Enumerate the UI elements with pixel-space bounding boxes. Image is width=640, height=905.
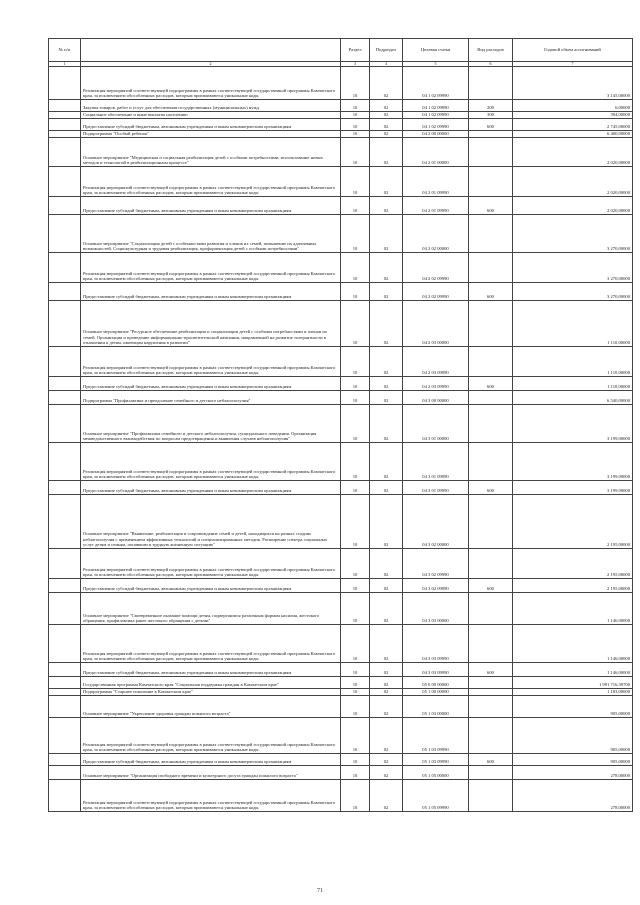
row-vid-cell: 200 [469,100,513,112]
row-number-cell [49,167,81,197]
row-tsel-cell: 04 3 01 09990 [403,481,469,495]
row-tsel-cell: 05 1 05 00000 [403,766,469,780]
row-tsel-cell: 04 3 00 00000 [403,391,469,405]
row-number-cell [49,405,81,443]
row-tsel-cell: 05 1 05 09990 [403,780,469,812]
row-razdel-cell: 10 [341,301,370,347]
row-sum-cell: 6 540,00000 [513,391,633,405]
row-razdel-cell: 10 [341,663,370,677]
table-row [49,377,633,391]
row-number-cell [49,253,81,283]
row-tsel-cell: 04 3 02 09990 [403,549,469,579]
row-vid-cell [469,167,513,197]
row-sum-cell: 2 020,00000 [513,138,633,167]
row-razdel-cell: 10 [341,549,370,579]
table-row [49,677,633,689]
row-sum-cell: 2 020,00000 [513,197,633,215]
row-vid-cell [469,131,513,138]
row-number-cell [49,593,81,625]
row-name-cell: Закупка товаров, работ и услуг для обеспечения государственных (муниципальных) нужд [81,100,341,112]
row-podrazdel-cell: 02 [370,405,403,443]
row-name-cell: Основное мероприятие "Социализация детей с особенностями развития и членов их семей, повышение их адаптивных возможностей. Социокультурная и трудовая реабилитация, профориентация детей с особыми потребностями" [81,215,341,253]
table-row [49,696,633,718]
row-tsel-cell: 05 1 03 09990 [403,718,469,754]
row-tsel-cell: 04 3 01 09990 [403,443,469,481]
col-header-num: № п/п [49,39,81,62]
row-razdel-cell: 10 [341,215,370,253]
table-row [49,301,633,347]
row-sum-cell: 3 145,00000 [513,67,633,100]
col-header-name [81,39,341,62]
row-podrazdel-cell: 02 [370,119,403,131]
row-number-cell [49,67,81,100]
row-podrazdel-cell: 02 [370,443,403,481]
row-vid-cell [469,405,513,443]
table-row [49,625,633,663]
row-tsel-cell: 04 1 02 09990 [403,112,469,119]
table-row [49,780,633,812]
row-name-cell: Основное мероприятие "Ресурсное обеспечение реабилитации и социализации детей с особыми потребностями и членов их семей. Организация и проведение информационно-просветительской кампании, направленной на развитие толерантности в отношении к детям, имеющим нарушения в развитии" [81,301,341,347]
row-vid-cell [469,495,513,549]
row-razdel-cell: 10 [341,405,370,443]
row-vid-cell: 600 [469,197,513,215]
row-sum-cell: 1 183,00000 [513,689,633,696]
row-podrazdel-cell: 02 [370,391,403,405]
row-name-cell: Реализация мероприятий соответствующей подпрограммы в рамках соответствующей государственной программы Камчатского края, за исключением обособленных расходов, которым присваиваются уникальные коды [81,443,341,481]
row-tsel-cell: 05 0 00 00000 [403,677,469,689]
row-razdel-cell: 10 [341,696,370,718]
column-number: 5 [403,62,469,67]
table-row [49,579,633,593]
row-razdel-cell: 10 [341,443,370,481]
row-name-cell: Реализация мероприятий соответствующей подпрограммы в рамках соответствующей государственной программы Камчатского края, за исключением обособленных расходов, которым присваиваются уникальные коды [81,167,341,197]
row-vid-cell: 600 [469,119,513,131]
row-sum-cell: 3 270,00000 [513,215,633,253]
row-podrazdel-cell: 02 [370,495,403,549]
row-sum-cell: 1 146,00000 [513,625,633,663]
table-row [49,100,633,112]
row-number-cell [49,625,81,663]
row-razdel-cell: 10 [341,495,370,549]
row-vid-cell [469,253,513,283]
table-row [49,253,633,283]
column-number: 3 [341,62,370,67]
row-vid-cell [469,766,513,780]
row-name-cell: Реализация мероприятий соответствующей подпрограммы в рамках соответствующей государственной программы Камчатского края, за исключением обособленных расходов, которым присваиваются уникальные коды [81,780,341,812]
row-tsel-cell: 04 2 01 00000 [403,138,469,167]
budget-table [48,38,633,812]
column-number: 7 [513,62,633,67]
row-number-cell [49,100,81,112]
row-sum-cell: 2 195,00000 [513,549,633,579]
row-podrazdel-cell: 02 [370,283,403,301]
row-number-cell [49,481,81,495]
row-podrazdel-cell: 02 [370,301,403,347]
row-sum-cell: 278,00000 [513,780,633,812]
row-tsel-cell: 05 1 03 00000 [403,696,469,718]
row-tsel-cell: 04 3 03 09990 [403,625,469,663]
row-razdel-cell: 10 [341,718,370,754]
table-row [49,138,633,167]
row-razdel-cell: 10 [341,253,370,283]
row-razdel-cell: 10 [341,677,370,689]
row-podrazdel-cell: 02 [370,579,403,593]
row-tsel-cell: 04 2 03 09990 [403,377,469,391]
row-podrazdel-cell: 02 [370,689,403,696]
row-vid-cell [469,677,513,689]
row-name-cell: Реализация мероприятий соответствующей подпрограммы в рамках соответствующей государственной программы Камчатского края, за исключением обособленных расходов, которым присваиваются уникальные коды [81,625,341,663]
row-podrazdel-cell: 02 [370,347,403,377]
row-podrazdel-cell: 02 [370,131,403,138]
table-row [49,167,633,197]
row-number-cell [49,197,81,215]
row-tsel-cell: 04 1 02 09990 [403,119,469,131]
row-name-cell: Предоставление субсидий бюджетным, автономным учреждениям и иным некоммерческим организациям [81,579,341,593]
row-sum-cell: 1 146,00000 [513,593,633,625]
row-razdel-cell: 10 [341,593,370,625]
row-name-cell: Подпрограмма "Особый ребенок" [81,131,341,138]
row-vid-cell [469,347,513,377]
row-podrazdel-cell: 02 [370,766,403,780]
table-row [49,131,633,138]
row-number-cell [49,377,81,391]
row-sum-cell: 2 020,00000 [513,167,633,197]
row-podrazdel-cell: 02 [370,625,403,663]
row-name-cell: Основное мероприятие "Выявление, реабилитация и сопровождение семей и детей, находящихся на разных стадиях неблагополучия с применением эффективных технологий и специализированных методик. Расширение спектра социальных услуг детям и семьям, попавшим в трудную жизненную ситуацию" [81,495,341,549]
row-podrazdel-cell: 02 [370,481,403,495]
row-podrazdel-cell: 02 [370,167,403,197]
row-sum-cell: 905,00000 [513,754,633,766]
row-podrazdel-cell: 02 [370,780,403,812]
column-number: 4 [370,62,403,67]
row-vid-cell [469,138,513,167]
row-razdel-cell: 10 [341,579,370,593]
row-number-cell [49,780,81,812]
row-name-cell: Подпрограмма "Профилактика и преодоление семейного и детского неблагополучия" [81,391,341,405]
table-row [49,112,633,119]
row-podrazdel-cell: 02 [370,718,403,754]
table-row [49,283,633,301]
row-tsel-cell: 04 2 01 09990 [403,167,469,197]
row-name-cell: Социальное обеспечение и иные выплаты населению [81,112,341,119]
row-vid-cell [469,696,513,718]
row-number-cell [49,766,81,780]
row-name-cell: Реализация мероприятий соответствующей подпрограммы в рамках соответствующей государственной программы Камчатского края, за исключением обособленных расходов, которым присваиваются уникальные коды [81,347,341,377]
row-tsel-cell: 04 1 02 09990 [403,67,469,100]
row-razdel-cell: 10 [341,131,370,138]
row-name-cell: Предоставление субсидий бюджетным, автономным учреждениям и иным некоммерческим организациям [81,481,341,495]
row-podrazdel-cell: 02 [370,67,403,100]
row-number-cell [49,112,81,119]
row-tsel-cell: 04 2 00 00000 [403,131,469,138]
table-row [49,766,633,780]
row-podrazdel-cell: 02 [370,253,403,283]
row-vid-cell: 600 [469,377,513,391]
row-sum-cell: 2 195,00000 [513,495,633,549]
row-razdel-cell: 10 [341,754,370,766]
row-vid-cell [469,443,513,481]
row-name-cell: Предоставление субсидий бюджетным, автономным учреждениям и иным некоммерческим организациям [81,283,341,301]
row-sum-cell: 2 745,00000 [513,119,633,131]
row-number-cell [49,138,81,167]
row-vid-cell [469,301,513,347]
row-name-cell: Основное мероприятие "Укрепление здоровья граждан пожилого возраста" [81,696,341,718]
row-razdel-cell: 10 [341,391,370,405]
row-name-cell: Реализация мероприятий соответствующей подпрограммы в рамках соответствующей государственной программы Камчатского края, за исключением обособленных расходов, которым присваиваются уникальные коды [81,67,341,100]
row-tsel-cell: 05 1 00 00000 [403,689,469,696]
row-tsel-cell: 04 2 03 00000 [403,301,469,347]
row-sum-cell: 3 199,00000 [513,481,633,495]
col-header-podrazdel: Подраздел [370,39,403,62]
row-podrazdel-cell: 02 [370,112,403,119]
row-vid-cell [469,391,513,405]
row-sum-cell: 6 400,00000 [513,131,633,138]
row-sum-cell: 6,00000 [513,100,633,112]
row-tsel-cell: 04 2 03 09990 [403,347,469,377]
row-sum-cell: 394,00000 [513,112,633,119]
table-row [49,689,633,696]
row-tsel-cell: 04 3 01 00000 [403,405,469,443]
row-podrazdel-cell: 02 [370,138,403,167]
row-vid-cell: 600 [469,663,513,677]
table-row [49,549,633,579]
row-number-cell [49,549,81,579]
row-sum-cell: 3 270,00000 [513,253,633,283]
row-name-cell: Предоставление субсидий бюджетным, автономным учреждениям и иным некоммерческим организациям [81,197,341,215]
table-row [49,67,633,100]
row-razdel-cell: 10 [341,112,370,119]
row-number-cell [49,696,81,718]
column-number: 6 [469,62,513,67]
row-vid-cell: 600 [469,579,513,593]
row-number-cell [49,347,81,377]
row-name-cell: Государственная программа Камчатского края "Социальная поддержка граждан в Камчатском крае" [81,677,341,689]
row-sum-cell: 905,00000 [513,696,633,718]
page-number: 71 [317,888,323,894]
row-podrazdel-cell: 02 [370,377,403,391]
table-row [49,443,633,481]
table-row [49,347,633,377]
row-razdel-cell: 10 [341,138,370,167]
row-number-cell [49,754,81,766]
row-sum-cell: 905,00000 [513,718,633,754]
row-vid-cell [469,625,513,663]
row-tsel-cell: 04 2 02 09990 [403,253,469,283]
row-podrazdel-cell: 02 [370,100,403,112]
row-razdel-cell: 10 [341,481,370,495]
row-name-cell: Реализация мероприятий соответствующей подпрограммы в рамках соответствующей государственной программы Камчатского края, за исключением обособленных расходов, которым присваиваются уникальные коды [81,718,341,754]
row-vid-cell: 600 [469,754,513,766]
header-row [49,39,633,62]
table-row [49,215,633,253]
row-name-cell: Реализация мероприятий соответствующей подпрограммы в рамках соответствующей государственной программы Камчатского края, за исключением обособленных расходов, которым присваиваются уникальные коды [81,253,341,283]
row-tsel-cell: 04 3 03 09990 [403,663,469,677]
row-number-cell [49,718,81,754]
row-vid-cell: 600 [469,481,513,495]
row-tsel-cell: 04 2 02 09990 [403,283,469,301]
table-row [49,718,633,754]
row-number-cell [49,677,81,689]
row-razdel-cell: 10 [341,283,370,301]
row-vid-cell [469,215,513,253]
row-podrazdel-cell: 02 [370,754,403,766]
col-header-sum: Годовой объем ассигнований [513,39,633,62]
row-name-cell: Реализация мероприятий соответствующей подпрограммы в рамках соответствующей государственной программы Камчатского края, за исключением обособленных расходов, которым присваиваются уникальные коды [81,549,341,579]
row-vid-cell [469,689,513,696]
row-razdel-cell: 10 [341,67,370,100]
column-number: 1 [49,62,81,67]
row-razdel-cell: 10 [341,780,370,812]
row-name-cell: Основное мероприятие "Организация свободного времени и культурного досуга граждан пожилого возраста" [81,766,341,780]
row-vid-cell [469,593,513,625]
row-number-cell [49,215,81,253]
row-razdel-cell: 10 [341,197,370,215]
row-number-cell [49,391,81,405]
row-vid-cell [469,780,513,812]
row-sum-cell: 278,00000 [513,766,633,780]
row-vid-cell [469,549,513,579]
row-name-cell: Предоставление субсидий бюджетным, автономным учреждениям и иным некоммерческим организациям [81,119,341,131]
row-sum-cell: 2 195,00000 [513,579,633,593]
row-name-cell: Основное мероприятие "Медицинская и социальная реабилитация детей с особыми потребностями, использование новых методов и технологий в реабилитационном процессе" [81,138,341,167]
row-tsel-cell: 05 1 03 09990 [403,754,469,766]
row-name-cell: Предоставление субсидий бюджетным, автономным учреждениям и иным некоммерческим организациям [81,663,341,677]
row-number-cell [49,119,81,131]
row-sum-cell: 1 146,00000 [513,663,633,677]
row-number-cell [49,689,81,696]
row-number-cell [49,663,81,677]
row-number-cell [49,283,81,301]
row-podrazdel-cell: 02 [370,549,403,579]
row-sum-cell: 1 991 716,39700 [513,677,633,689]
row-number-cell [49,495,81,549]
row-sum-cell: 1 110,00000 [513,377,633,391]
row-sum-cell: 1 110,00000 [513,301,633,347]
row-razdel-cell: 10 [341,119,370,131]
row-number-cell [49,443,81,481]
row-tsel-cell: 04 2 01 09990 [403,197,469,215]
row-sum-cell: 3 270,00000 [513,283,633,301]
row-number-cell [49,131,81,138]
row-razdel-cell: 10 [341,100,370,112]
row-tsel-cell: 04 1 02 09990 [403,100,469,112]
table-body [49,67,633,812]
row-tsel-cell: 04 3 03 00000 [403,593,469,625]
row-tsel-cell: 04 2 02 00000 [403,215,469,253]
table-row [49,593,633,625]
table-row [49,197,633,215]
row-razdel-cell: 10 [341,377,370,391]
row-podrazdel-cell: 02 [370,197,403,215]
table-row [49,405,633,443]
row-name-cell: Основное мероприятие "Профилактика семейного и детского неблагополучия, суицидального поведения. Организация межведомственного взаимодействия по вопросам предотвращения и выявления случаев неблагополучия" [81,405,341,443]
row-number-cell [49,579,81,593]
row-name-cell: Предоставление субсидий бюджетным, автономным учреждениям и иным некоммерческим организациям [81,754,341,766]
row-name-cell: Подпрограмма "Старшее поколение в Камчатском крае" [81,689,341,696]
row-razdel-cell: 10 [341,347,370,377]
col-header-razdel: Раздел [341,39,370,62]
row-vid-cell: 300 [469,112,513,119]
row-sum-cell: 1 110,00000 [513,347,633,377]
row-name-cell: Основное мероприятие "Своевременное оказание помощи детям, подвергшимся различным формам насилия, жестокого обращения, профилактика ранее жестокого обращения с детьми" [81,593,341,625]
col-header-vid: Вид расходов [469,39,513,62]
column-number: 2 [81,62,341,67]
row-sum-cell: 3 199,00000 [513,405,633,443]
row-sum-cell: 3 199,00000 [513,443,633,481]
col-header-tsel: Целевая статья [403,39,469,62]
row-vid-cell [469,718,513,754]
table-row [49,391,633,405]
row-podrazdel-cell: 02 [370,696,403,718]
table-row [49,119,633,131]
row-podrazdel-cell: 02 [370,593,403,625]
row-razdel-cell: 10 [341,167,370,197]
row-tsel-cell: 04 3 02 00000 [403,495,469,549]
row-podrazdel-cell: 02 [370,215,403,253]
row-vid-cell: 600 [469,283,513,301]
table-row [49,495,633,549]
table-row [49,481,633,495]
row-razdel-cell: 10 [341,625,370,663]
row-tsel-cell: 04 3 02 09990 [403,579,469,593]
row-podrazdel-cell: 02 [370,663,403,677]
row-razdel-cell: 10 [341,689,370,696]
row-vid-cell [469,67,513,100]
table-row [49,754,633,766]
row-number-cell [49,301,81,347]
row-razdel-cell: 10 [341,766,370,780]
table-row [49,663,633,677]
row-podrazdel-cell: 02 [370,677,403,689]
row-name-cell: Предоставление субсидий бюджетным, автономным учреждениям и иным некоммерческим организациям [81,377,341,391]
